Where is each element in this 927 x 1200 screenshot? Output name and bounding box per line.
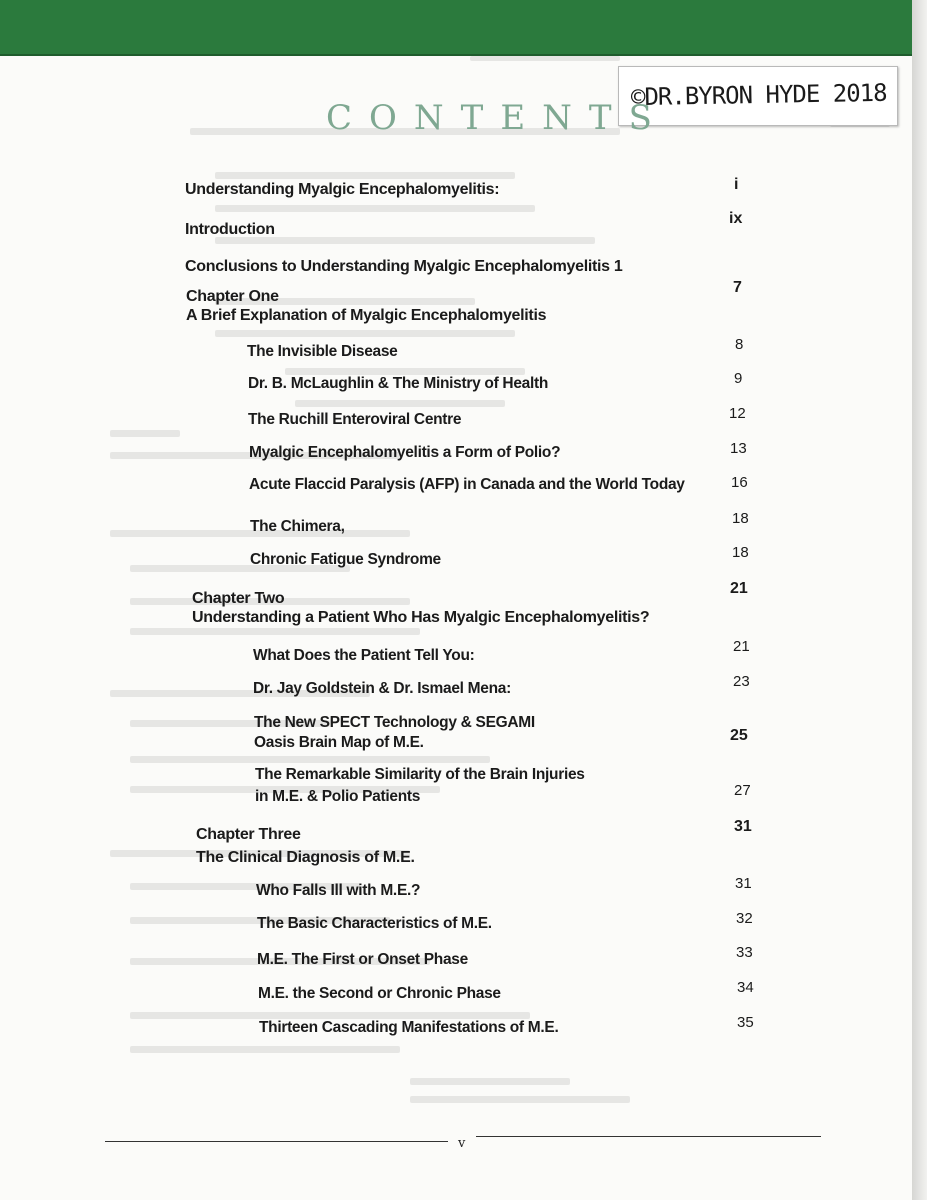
toc-entry-title: Who Falls Ill with M.E.? — [256, 882, 421, 899]
toc-entry-page: 34 — [737, 979, 754, 996]
toc-entry-title: The Ruchill Enteroviral Centre — [248, 411, 462, 428]
page-edge-shadow — [912, 0, 927, 1200]
toc-entry-title: What Does the Patient Tell You: — [253, 647, 475, 664]
toc-entry-page: 31 — [734, 818, 752, 835]
toc-entry-title: The Chimera, — [250, 518, 345, 535]
toc-entry-title: Introduction — [185, 221, 275, 238]
toc-entry-title: Myalgic Encephalomyelitis a Form of Polio? — [249, 444, 561, 461]
toc-entry-page: 21 — [733, 638, 750, 655]
toc-entry-title: Acute Flaccid Paralysis (AFP) in Canada and the World Today — [249, 476, 685, 493]
toc-entry-title: M.E. The First or Onset Phase — [257, 951, 468, 968]
chapter-subtitle: Understanding a Patient Who Has Myalgic Encephalomyelitis? — [192, 609, 650, 626]
toc-entry-page: ix — [729, 210, 743, 227]
toc-entry-title: Dr. B. McLaughlin & The Ministry of Health — [248, 375, 549, 392]
toc-entry-page: 7 — [733, 279, 742, 296]
footer-rule-left — [105, 1141, 448, 1142]
chapter-subtitle: The Clinical Diagnosis of M.E. — [196, 849, 415, 866]
toc-entry-page: 23 — [733, 673, 750, 690]
page-number: v — [458, 1136, 466, 1151]
toc-entry-page: 12 — [729, 405, 746, 422]
toc-entry-title: M.E. the Second or Chronic Phase — [258, 985, 501, 1002]
toc-entry-title: Thirteen Cascading Manifestations of M.E. — [259, 1019, 559, 1036]
toc-entry-page: 9 — [734, 370, 743, 387]
toc-entry-page: 27 — [734, 782, 751, 799]
toc-entry-title: The Basic Characteristics of M.E. — [257, 915, 492, 932]
toc-entry-title: Dr. Jay Goldstein & Dr. Ismael Mena: — [253, 680, 511, 697]
toc-entry-subtitle: Oasis Brain Map of M.E. — [254, 734, 424, 751]
toc-entry-page: 18 — [732, 510, 749, 527]
copyright-handwriting: ©DR.BYRON HYDE 2018 — [630, 78, 887, 112]
toc-entry-page: 13 — [730, 440, 747, 457]
toc-entry-page: 31 — [735, 875, 752, 892]
toc-entry-subtitle: in M.E. & Polio Patients — [255, 788, 421, 805]
toc-entry-title: Conclusions to Understanding Myalgic Encephalomyelitis 1 — [185, 258, 623, 275]
toc-entry-page: 18 — [732, 544, 749, 561]
toc-entry-page: 21 — [730, 580, 748, 597]
chapter-heading: Chapter Three — [196, 826, 301, 843]
toc-entry-title: The New SPECT Technology & SEGAMI — [254, 714, 535, 731]
toc-entry-page: 35 — [737, 1014, 754, 1031]
toc-entry-page: 32 — [736, 910, 753, 927]
toc-entry-title: The Remarkable Similarity of the Brain Injuries — [255, 766, 585, 783]
chapter-heading: Chapter One — [186, 288, 279, 305]
footer-rule-right — [476, 1136, 821, 1137]
toc-entry-page: 16 — [731, 474, 748, 491]
toc-entry-title: The Invisible Disease — [247, 343, 398, 360]
toc-entry-title: Understanding Myalgic Encephalomyelitis: — [185, 181, 500, 198]
contents-heading: CONTENTS — [326, 98, 669, 138]
toc-entry-title: Chronic Fatigue Syndrome — [250, 551, 441, 568]
toc-entry-page: 8 — [735, 336, 744, 353]
toc-entry-page: 25 — [730, 727, 748, 744]
toc-entry-page: i — [734, 176, 739, 193]
toc-entry-page: 33 — [736, 944, 753, 961]
chapter-heading: Chapter Two — [192, 590, 285, 607]
chapter-subtitle: A Brief Explanation of Myalgic Encephalomyelitis — [186, 307, 547, 324]
